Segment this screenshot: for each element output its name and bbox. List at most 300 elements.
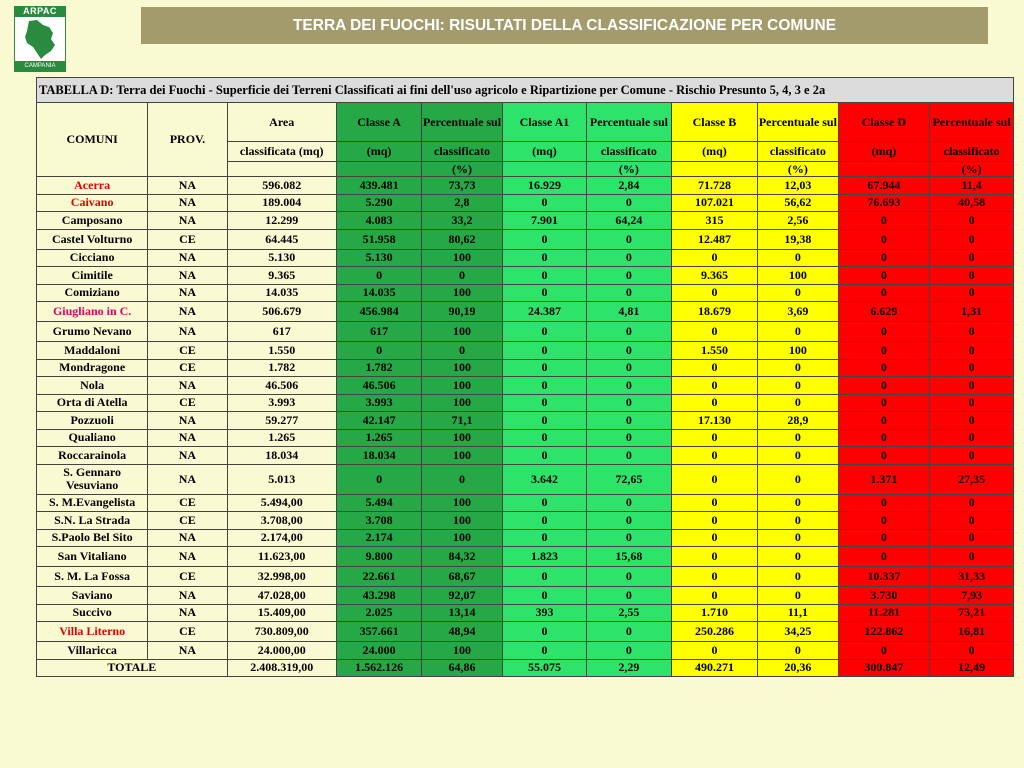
- area-cell: 47.028,00: [227, 587, 336, 605]
- classe-a1-cell: 0: [502, 642, 586, 660]
- area-cell: 12.299: [227, 212, 336, 230]
- classe-a-cell: 0: [336, 342, 422, 360]
- classe-a1-cell: 0: [502, 249, 586, 267]
- perc-d-cell: 0: [930, 412, 1014, 430]
- perc-a1-cell: 0: [587, 359, 671, 377]
- classe-b-cell: 71.728: [671, 177, 758, 195]
- perc-a-cell: 100: [422, 322, 502, 342]
- area-cell: 506.679: [227, 302, 336, 322]
- total-perc-b: 20,36: [758, 659, 838, 677]
- classe-a-cell: 22.661: [336, 567, 422, 587]
- table-row: [37, 177, 1014, 195]
- classe-a1-cell: 0: [502, 322, 586, 342]
- perc-b-cell: 12,03: [758, 177, 838, 195]
- classe-a1-cell: 0: [502, 494, 586, 512]
- perc-a-cell: 48,94: [422, 622, 502, 642]
- table-row: [37, 229, 1014, 249]
- area-cell: 1.265: [227, 429, 336, 447]
- prov-cell: NA: [148, 429, 227, 447]
- table-row: [37, 429, 1014, 447]
- classe-a1-cell: 0: [502, 229, 586, 249]
- perc-a-cell: 80,62: [422, 229, 502, 249]
- perc-d-cell: 7,93: [930, 587, 1014, 605]
- perc-a1-cell: 0: [587, 377, 671, 395]
- perc-a1-cell: 0: [587, 494, 671, 512]
- classe-a1-cell: 0: [502, 587, 586, 605]
- prov-cell: CE: [148, 512, 227, 530]
- perc-a1-cell: 0: [587, 412, 671, 430]
- perc-b-cell: 3,69: [758, 302, 838, 322]
- area-cell: 24.000,00: [227, 642, 336, 660]
- classe-a1-cell: 3.642: [502, 464, 586, 494]
- prov-cell: NA: [148, 177, 227, 195]
- perc-a-cell: 100: [422, 529, 502, 547]
- classe-d-cell: 0: [838, 494, 930, 512]
- perc-d-cell: 0: [930, 547, 1014, 567]
- classe-a1-cell: 0: [502, 529, 586, 547]
- classe-a1-cell: 0: [502, 377, 586, 395]
- perc-d-cell: 0: [930, 229, 1014, 249]
- perc-a1-cell: 0: [587, 642, 671, 660]
- classe-d-cell: 67.944: [838, 177, 930, 195]
- perc-a-cell: 84,32: [422, 547, 502, 567]
- prov-cell: NA: [148, 212, 227, 230]
- perc-b-cell: 28,9: [758, 412, 838, 430]
- perc-d-cell: 0: [930, 377, 1014, 395]
- classe-a-cell: 1.782: [336, 359, 422, 377]
- classe-d-cell: 0: [838, 322, 930, 342]
- perc-b-cell: 0: [758, 494, 838, 512]
- perc-b-cell: 0: [758, 464, 838, 494]
- perc-b-cell: 2,56: [758, 212, 838, 230]
- classe-a1-cell: 0: [502, 512, 586, 530]
- comune-cell: S. Gennaro Vesuviano: [37, 464, 148, 494]
- prov-cell: NA: [148, 412, 227, 430]
- classe-a-cell: 18.034: [336, 447, 422, 465]
- classe-d-cell: 10.337: [838, 567, 930, 587]
- perc-d-cell: 0: [930, 512, 1014, 530]
- comune-cell: S.Paolo Bel Sito: [37, 529, 148, 547]
- perc-a1-cell: 4,81: [587, 302, 671, 322]
- prov-cell: CE: [148, 342, 227, 360]
- perc-d-cell: 27,35: [930, 464, 1014, 494]
- perc-a-cell: 71,1: [422, 412, 502, 430]
- perc-d-cell: 73,21: [930, 604, 1014, 622]
- prov-cell: CE: [148, 567, 227, 587]
- classe-d-cell: 0: [838, 394, 930, 412]
- classe-a-cell: 3.993: [336, 394, 422, 412]
- total-classe-a1: 55.075: [502, 659, 586, 677]
- header-perc-a-sub: classificato: [422, 142, 502, 162]
- classe-a-cell: 5.290: [336, 194, 422, 212]
- perc-d-cell: 0: [930, 394, 1014, 412]
- prov-cell: NA: [148, 547, 227, 567]
- header-blank: [671, 162, 758, 177]
- classe-b-cell: 0: [671, 512, 758, 530]
- perc-a-cell: 100: [422, 377, 502, 395]
- table-row: [37, 377, 1014, 395]
- total-row: [37, 659, 1014, 677]
- classification-table: [36, 77, 1014, 677]
- campania-map-icon: [14, 17, 66, 61]
- perc-d-cell: 40,58: [930, 194, 1014, 212]
- classe-b-cell: 0: [671, 587, 758, 605]
- header-perc-a1: Percentuale sul: [587, 103, 671, 142]
- comune-cell: Grumo Nevano: [37, 322, 148, 342]
- total-classe-b: 490.271: [671, 659, 758, 677]
- perc-b-cell: 0: [758, 547, 838, 567]
- classe-a1-cell: 24.387: [502, 302, 586, 322]
- total-classe-a: 1.562.126: [336, 659, 422, 677]
- perc-a1-cell: 0: [587, 194, 671, 212]
- classe-b-cell: 0: [671, 494, 758, 512]
- perc-a-cell: 100: [422, 394, 502, 412]
- table-row: [37, 447, 1014, 465]
- perc-d-cell: 0: [930, 212, 1014, 230]
- perc-b-cell: 56,62: [758, 194, 838, 212]
- comune-cell: Castel Volturno: [37, 229, 148, 249]
- prov-cell: NA: [148, 642, 227, 660]
- prov-cell: NA: [148, 529, 227, 547]
- logo-bottom-text: CAMPANIA: [14, 61, 66, 72]
- table-row: [37, 212, 1014, 230]
- classe-a-cell: 43.298: [336, 587, 422, 605]
- classe-b-cell: 0: [671, 529, 758, 547]
- classe-a1-cell: 0: [502, 284, 586, 302]
- table-row: [37, 529, 1014, 547]
- perc-d-cell: 11,4: [930, 177, 1014, 195]
- area-cell: 3.993: [227, 394, 336, 412]
- table-row: [37, 512, 1014, 530]
- classe-d-cell: 122.862: [838, 622, 930, 642]
- table-row: [37, 342, 1014, 360]
- comune-cell: Pozzuoli: [37, 412, 148, 430]
- classe-b-cell: 0: [671, 642, 758, 660]
- header-perc-a: Percentuale sul: [422, 103, 502, 142]
- perc-b-cell: 0: [758, 322, 838, 342]
- table-row: [37, 622, 1014, 642]
- comune-cell: Acerra: [37, 177, 148, 195]
- perc-a-cell: 13,14: [422, 604, 502, 622]
- comune-cell: Mondragone: [37, 359, 148, 377]
- prov-cell: NA: [148, 302, 227, 322]
- comune-cell: Caivano: [37, 194, 148, 212]
- perc-a-cell: 100: [422, 447, 502, 465]
- total-perc-a: 64,86: [422, 659, 502, 677]
- header-perc-a1-unit: (%): [587, 162, 671, 177]
- area-cell: 2.174,00: [227, 529, 336, 547]
- classe-b-cell: 9.365: [671, 267, 758, 285]
- classe-a-cell: 5.494: [336, 494, 422, 512]
- classe-b-cell: 0: [671, 359, 758, 377]
- perc-a-cell: 100: [422, 429, 502, 447]
- area-cell: 32.998,00: [227, 567, 336, 587]
- table-row: [37, 547, 1014, 567]
- perc-a-cell: 100: [422, 284, 502, 302]
- area-cell: 64.445: [227, 229, 336, 249]
- classification-table-container: [36, 77, 1014, 677]
- header-perc-b-sub: classificato: [758, 142, 838, 162]
- classe-d-cell: 0: [838, 249, 930, 267]
- comune-cell: Succivo: [37, 604, 148, 622]
- prov-cell: NA: [148, 604, 227, 622]
- perc-d-cell: 0: [930, 642, 1014, 660]
- perc-a-cell: 0: [422, 267, 502, 285]
- classe-b-cell: 315: [671, 212, 758, 230]
- classe-b-cell: 0: [671, 249, 758, 267]
- header-blank: [838, 162, 930, 177]
- perc-a1-cell: 0: [587, 429, 671, 447]
- perc-a-cell: 92,07: [422, 587, 502, 605]
- header-perc-d-sub: classificato: [930, 142, 1014, 162]
- perc-d-cell: 0: [930, 267, 1014, 285]
- table-row: [37, 359, 1014, 377]
- classe-a1-cell: 0: [502, 447, 586, 465]
- perc-d-cell: 0: [930, 342, 1014, 360]
- perc-b-cell: 0: [758, 284, 838, 302]
- table-row: [37, 322, 1014, 342]
- area-cell: 5.130: [227, 249, 336, 267]
- perc-d-cell: 0: [930, 494, 1014, 512]
- perc-b-cell: 0: [758, 529, 838, 547]
- table-row: [37, 642, 1014, 660]
- perc-d-cell: 0: [930, 447, 1014, 465]
- classe-b-cell: 0: [671, 567, 758, 587]
- comune-cell: S.N. La Strada: [37, 512, 148, 530]
- classe-d-cell: 0: [838, 359, 930, 377]
- area-cell: 18.034: [227, 447, 336, 465]
- perc-a-cell: 100: [422, 494, 502, 512]
- classe-b-cell: 0: [671, 464, 758, 494]
- classe-a-cell: 1.265: [336, 429, 422, 447]
- perc-a-cell: 100: [422, 512, 502, 530]
- classe-b-cell: 1.550: [671, 342, 758, 360]
- prov-cell: NA: [148, 377, 227, 395]
- classe-d-cell: 0: [838, 447, 930, 465]
- total-area: 2.408.319,00: [227, 659, 336, 677]
- classe-d-cell: 0: [838, 642, 930, 660]
- prov-cell: NA: [148, 284, 227, 302]
- area-cell: 5.013: [227, 464, 336, 494]
- header-perc-b-unit: (%): [758, 162, 838, 177]
- table-row: [37, 267, 1014, 285]
- comune-cell: Maddaloni: [37, 342, 148, 360]
- perc-a-cell: 0: [422, 342, 502, 360]
- header-perc-d-unit: (%): [930, 162, 1014, 177]
- classe-a-cell: 42.147: [336, 412, 422, 430]
- header-classe-a-unit: (mq): [336, 142, 422, 162]
- classe-b-cell: 17.130: [671, 412, 758, 430]
- classe-d-cell: 0: [838, 529, 930, 547]
- perc-a1-cell: 0: [587, 622, 671, 642]
- header-blank: [336, 162, 422, 177]
- perc-a1-cell: 0: [587, 587, 671, 605]
- classe-b-cell: 0: [671, 377, 758, 395]
- classe-d-cell: 6.629: [838, 302, 930, 322]
- classe-a-cell: 51.958: [336, 229, 422, 249]
- total-perc-a1: 2,29: [587, 659, 671, 677]
- classe-a-cell: 5.130: [336, 249, 422, 267]
- table-caption: TABELLA D: Terra dei Fuochi - Superficie dei Terreni Classificati ai fini dell'uso agricolo e Ripartizione per Comune - Rischio Presunto 5, 4, 3 e 2a: [37, 78, 1014, 103]
- perc-a1-cell: 0: [587, 567, 671, 587]
- comune-cell: Cimitile: [37, 267, 148, 285]
- header-blank: [502, 162, 586, 177]
- classe-b-cell: 0: [671, 394, 758, 412]
- perc-a-cell: 33,2: [422, 212, 502, 230]
- area-cell: 14.035: [227, 284, 336, 302]
- header-perc-b: Percentuale sul: [758, 103, 838, 142]
- page-title: TERRA DEI FUOCHI: RISULTATI DELLA CLASSIFICAZIONE PER COMUNE: [141, 7, 988, 44]
- classe-a1-cell: 0: [502, 429, 586, 447]
- header-perc-d: Percentuale sul: [930, 103, 1014, 142]
- table-row: [37, 302, 1014, 322]
- classe-a-cell: 4.083: [336, 212, 422, 230]
- table-row: [37, 194, 1014, 212]
- classe-a1-cell: 16.929: [502, 177, 586, 195]
- perc-a1-cell: 15,68: [587, 547, 671, 567]
- area-cell: 59.277: [227, 412, 336, 430]
- classe-a-cell: 46.506: [336, 377, 422, 395]
- perc-d-cell: 0: [930, 429, 1014, 447]
- classe-b-cell: 1.710: [671, 604, 758, 622]
- perc-a1-cell: 0: [587, 284, 671, 302]
- perc-b-cell: 34,25: [758, 622, 838, 642]
- header-classe-a: Classe A: [336, 103, 422, 142]
- table-row: [37, 567, 1014, 587]
- header-prov: PROV.: [148, 103, 227, 177]
- classe-b-cell: 107.021: [671, 194, 758, 212]
- perc-a1-cell: 0: [587, 322, 671, 342]
- classe-d-cell: 1.371: [838, 464, 930, 494]
- classe-a1-cell: 0: [502, 342, 586, 360]
- total-perc-d: 12,49: [930, 659, 1014, 677]
- classe-b-cell: 0: [671, 547, 758, 567]
- classe-d-cell: 0: [838, 342, 930, 360]
- classe-b-cell: 0: [671, 429, 758, 447]
- table-row: [37, 284, 1014, 302]
- perc-a1-cell: 0: [587, 249, 671, 267]
- header-area-unit: classificata (mq): [227, 142, 336, 162]
- classe-a1-cell: 0: [502, 194, 586, 212]
- classe-b-cell: 18.679: [671, 302, 758, 322]
- perc-b-cell: 0: [758, 512, 838, 530]
- prov-cell: NA: [148, 587, 227, 605]
- perc-a-cell: 100: [422, 359, 502, 377]
- classe-b-cell: 0: [671, 284, 758, 302]
- table-row: [37, 412, 1014, 430]
- perc-b-cell: 0: [758, 359, 838, 377]
- classe-d-cell: 0: [838, 547, 930, 567]
- perc-a1-cell: 72,65: [587, 464, 671, 494]
- classe-d-cell: 76.693: [838, 194, 930, 212]
- classe-a1-cell: 1.823: [502, 547, 586, 567]
- perc-a1-cell: 0: [587, 529, 671, 547]
- table-row: [37, 494, 1014, 512]
- classe-d-cell: 0: [838, 212, 930, 230]
- perc-b-cell: 0: [758, 394, 838, 412]
- header-perc-a-unit: (%): [422, 162, 502, 177]
- area-cell: 46.506: [227, 377, 336, 395]
- table-row: [37, 604, 1014, 622]
- table-row: [37, 394, 1014, 412]
- classe-a-cell: 3.708: [336, 512, 422, 530]
- perc-b-cell: 19,38: [758, 229, 838, 249]
- perc-b-cell: 0: [758, 587, 838, 605]
- perc-d-cell: 16,81: [930, 622, 1014, 642]
- perc-b-cell: 0: [758, 377, 838, 395]
- arpac-logo: [14, 6, 66, 72]
- header-classe-b: Classe B: [671, 103, 758, 142]
- perc-d-cell: 0: [930, 359, 1014, 377]
- prov-cell: CE: [148, 229, 227, 249]
- classe-d-cell: 0: [838, 512, 930, 530]
- classe-d-cell: 0: [838, 412, 930, 430]
- perc-d-cell: 31,33: [930, 567, 1014, 587]
- classe-d-cell: 3.730: [838, 587, 930, 605]
- table-row: [37, 587, 1014, 605]
- perc-a1-cell: 0: [587, 342, 671, 360]
- classe-a1-cell: 7.901: [502, 212, 586, 230]
- perc-b-cell: 0: [758, 249, 838, 267]
- header-perc-a1-sub: classificato: [587, 142, 671, 162]
- classe-a-cell: 2.174: [336, 529, 422, 547]
- perc-b-cell: 0: [758, 429, 838, 447]
- perc-a1-cell: 2,55: [587, 604, 671, 622]
- comune-cell: Camposano: [37, 212, 148, 230]
- area-cell: 1.550: [227, 342, 336, 360]
- classe-a-cell: 9.800: [336, 547, 422, 567]
- header-classe-d-unit: (mq): [838, 142, 930, 162]
- comune-cell: Giugliano in C.: [37, 302, 148, 322]
- prov-cell: NA: [148, 464, 227, 494]
- classe-a-cell: 2.025: [336, 604, 422, 622]
- prov-cell: CE: [148, 359, 227, 377]
- perc-a1-cell: 0: [587, 267, 671, 285]
- classe-b-cell: 0: [671, 447, 758, 465]
- header-classe-a1: Classe A1: [502, 103, 586, 142]
- perc-a1-cell: 0: [587, 229, 671, 249]
- classe-d-cell: 0: [838, 284, 930, 302]
- total-classe-d: 300.847: [838, 659, 930, 677]
- header-comuni: COMUNI: [37, 103, 148, 177]
- header-classe-a1-unit: (mq): [502, 142, 586, 162]
- table-row: [37, 249, 1014, 267]
- perc-b-cell: 0: [758, 447, 838, 465]
- area-cell: 15.409,00: [227, 604, 336, 622]
- classe-d-cell: 0: [838, 267, 930, 285]
- perc-d-cell: 0: [930, 322, 1014, 342]
- comune-cell: Comiziano: [37, 284, 148, 302]
- classe-a1-cell: 0: [502, 359, 586, 377]
- classe-a-cell: 0: [336, 267, 422, 285]
- area-cell: 730.809,00: [227, 622, 336, 642]
- total-label: TOTALE: [37, 659, 228, 677]
- classe-a1-cell: 0: [502, 394, 586, 412]
- classe-a-cell: 617: [336, 322, 422, 342]
- perc-a-cell: 2,8: [422, 194, 502, 212]
- prov-cell: NA: [148, 249, 227, 267]
- perc-a1-cell: 2,84: [587, 177, 671, 195]
- classe-d-cell: 0: [838, 229, 930, 249]
- perc-a-cell: 68,67: [422, 567, 502, 587]
- comune-cell: San Vitaliano: [37, 547, 148, 567]
- comune-cell: S. M.Evangelista: [37, 494, 148, 512]
- perc-a-cell: 73,73: [422, 177, 502, 195]
- classe-a-cell: 24.000: [336, 642, 422, 660]
- perc-d-cell: 0: [930, 284, 1014, 302]
- classe-a1-cell: 0: [502, 567, 586, 587]
- comune-cell: Orta di Atella: [37, 394, 148, 412]
